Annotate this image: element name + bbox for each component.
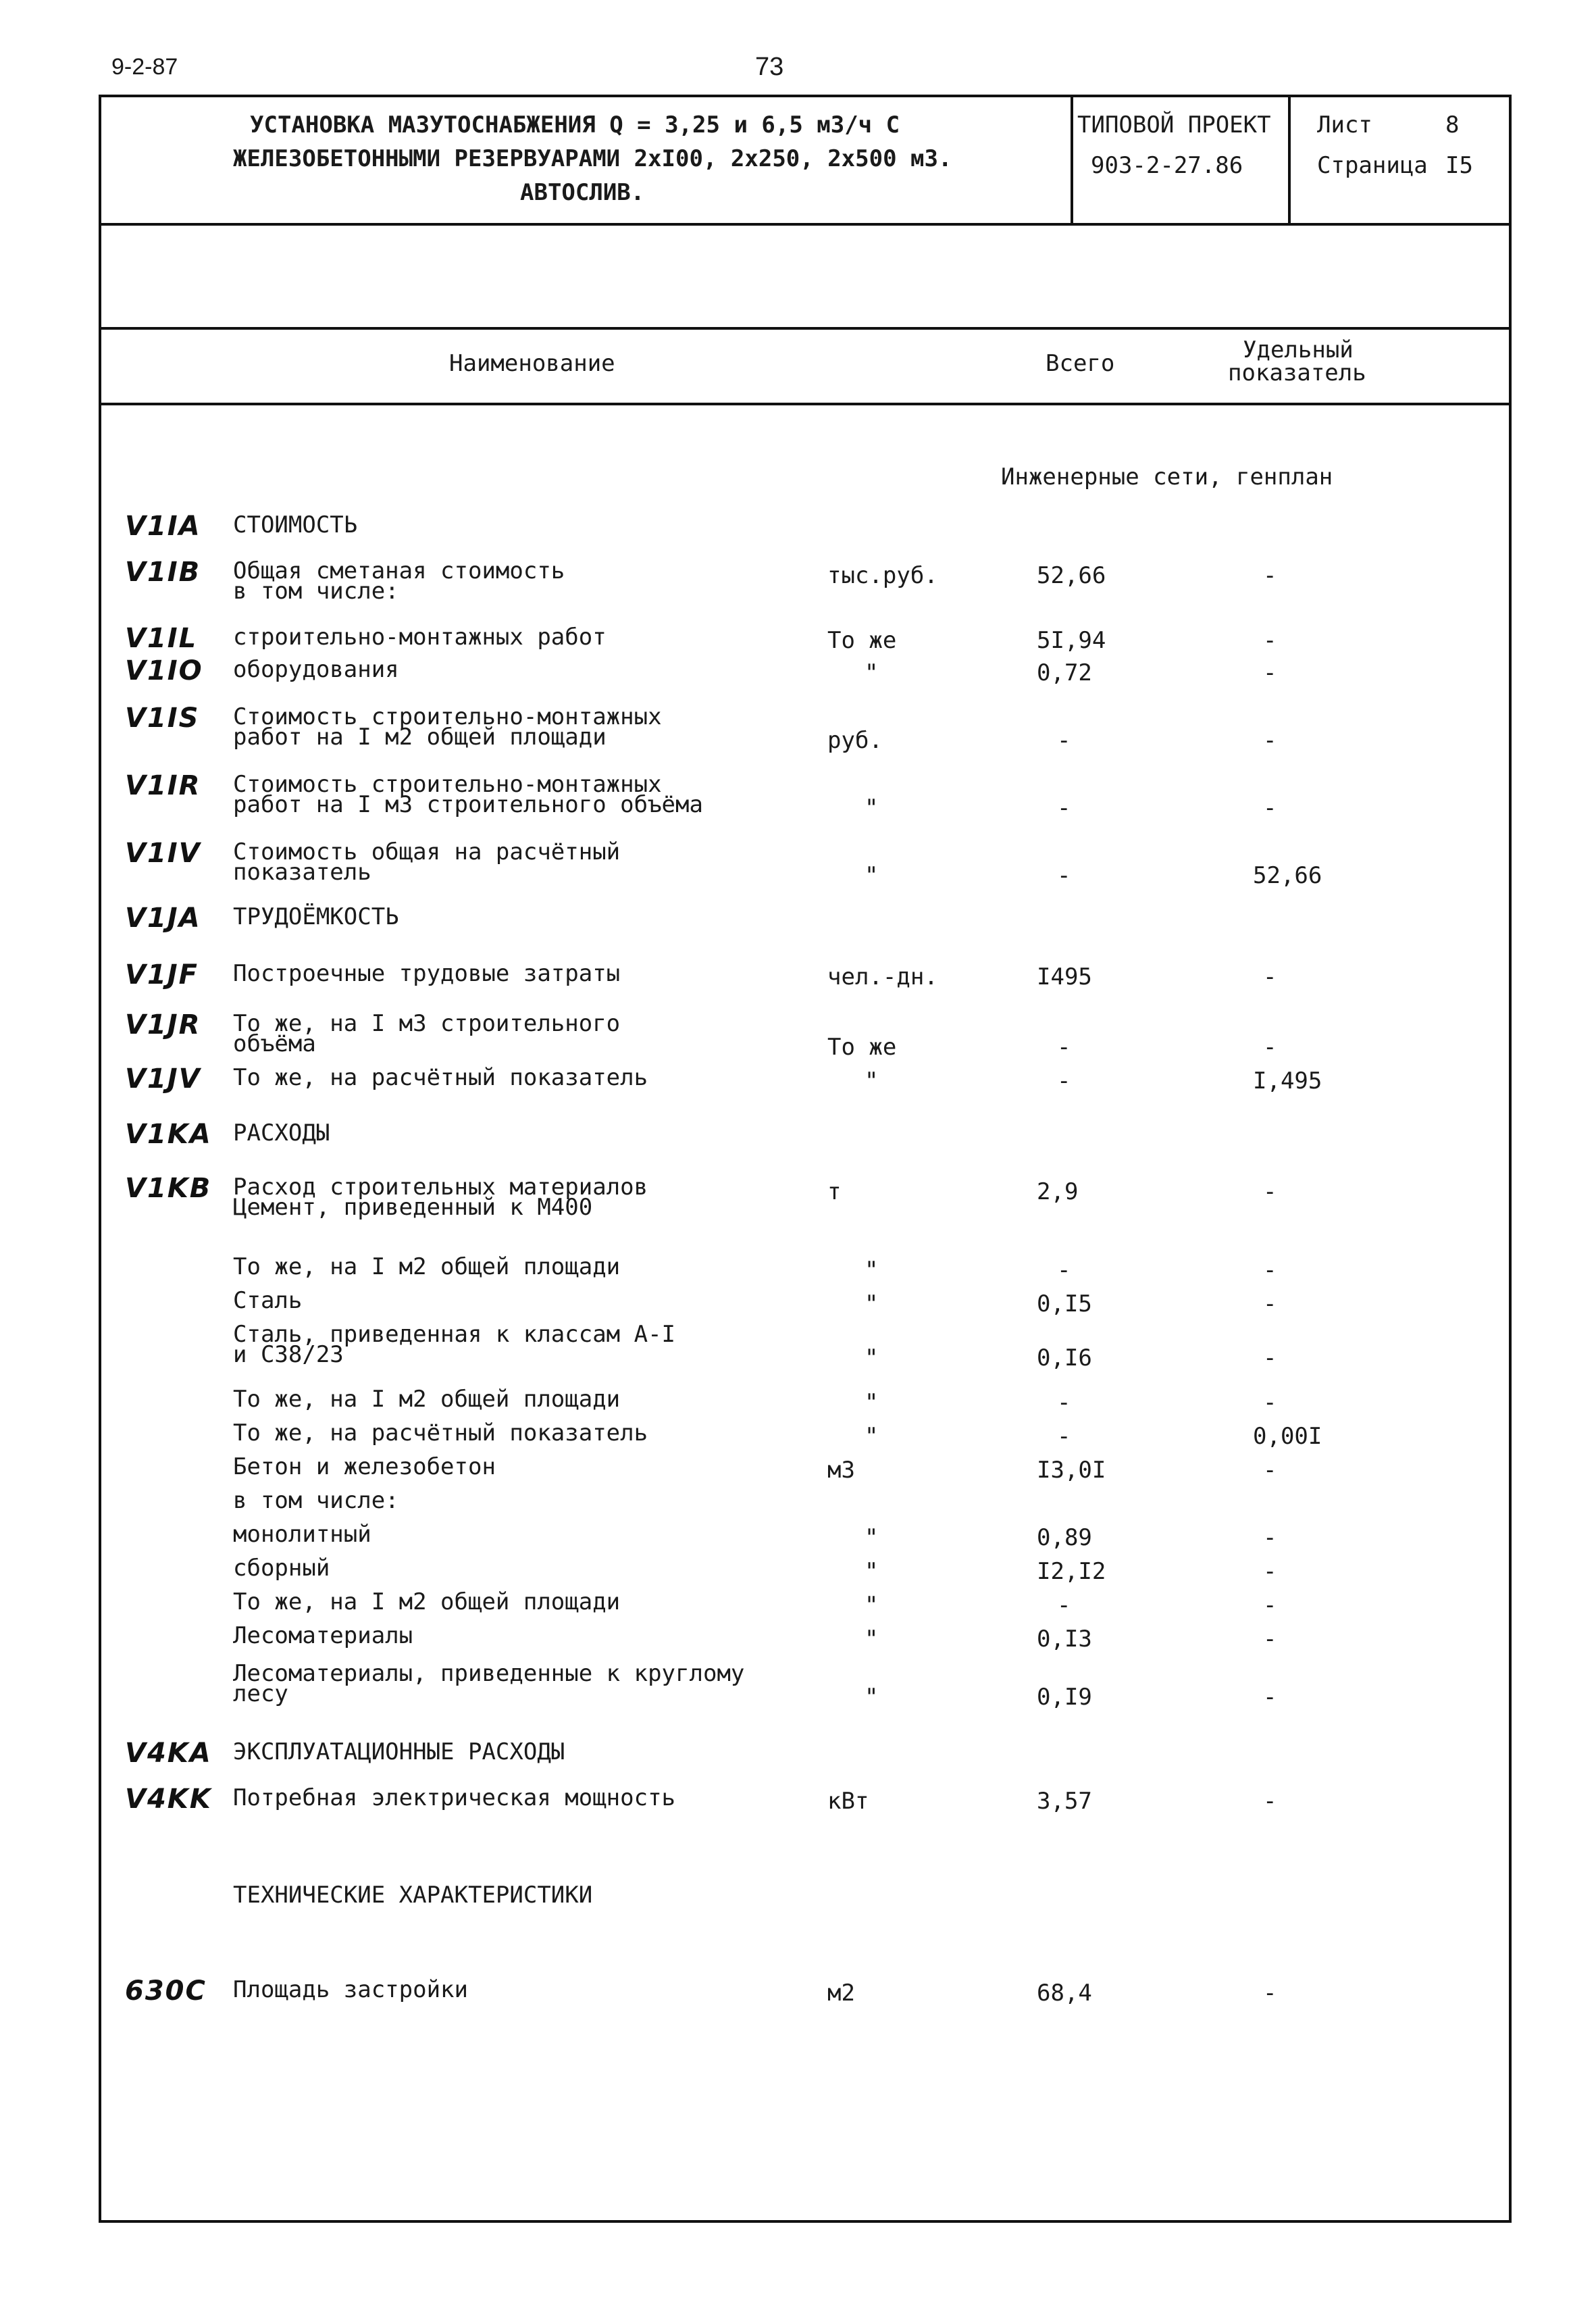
indicator-specific: - (1263, 562, 1277, 589)
indicator-name: строительно-монтажных работ (233, 624, 607, 651)
indicator-name: Сталь, приведенная к классам А-I (233, 1321, 676, 1348)
indicator-code: V4KK (125, 1784, 212, 1815)
indicator-name: Площадь застройки (233, 1976, 468, 2003)
page-number: 73 (755, 53, 784, 81)
indicator-unit: " (865, 1524, 879, 1551)
indicator-specific: - (1263, 1524, 1277, 1551)
frame-right (1509, 95, 1512, 2223)
indicator-name: Потребная электрическая мощность (233, 1784, 676, 1811)
indicator-name: лесу (233, 1680, 288, 1707)
indicator-specific: 0,00I (1253, 1423, 1322, 1450)
indicator-code: V4KA (125, 1738, 212, 1769)
indicator-total: 0,I3 (1037, 1626, 1092, 1653)
indicator-unit: " (865, 1684, 879, 1711)
indicator-total: 0,72 (1037, 659, 1092, 686)
indicator-unit: То же (827, 1034, 897, 1061)
frame-left (99, 95, 101, 2223)
indicator-unit: кВт (827, 1788, 869, 1815)
indicator-name: То же, на I м2 общей площади (233, 1588, 621, 1615)
page-value: I5 (1445, 152, 1473, 179)
indicator-code: V1JV (125, 1063, 201, 1095)
indicator-name: ЭКСПЛУАТАЦИОННЫЕ РАСХОДЫ (233, 1738, 565, 1765)
indicator-total: 0,I6 (1037, 1344, 1092, 1372)
indicator-code: V1KB (125, 1173, 212, 1204)
indicator-code: V1JF (125, 959, 199, 990)
corner-code: 9-2-87 (111, 54, 178, 80)
indicator-specific: - (1263, 1257, 1277, 1284)
indicator-specific: - (1263, 1592, 1277, 1619)
indicator-name: Цемент, приведенный к М400 (233, 1194, 593, 1221)
indicator-code: V1IS (125, 703, 200, 734)
indicator-code: V1IA (125, 511, 201, 542)
doc-title-line2: ЖЕЛЕЗОБЕТОННЫМИ РЕЗЕРВУАРАМИ 2хI00, 2х250, 2х500 м3. (233, 145, 952, 172)
indicator-total: 3,57 (1037, 1788, 1092, 1815)
indicator-name: Общая сметаная стоимость (233, 557, 565, 584)
indicator-name: ТРУДОЁМКОСТЬ (233, 903, 399, 930)
indicator-name: Лесоматериалы, приведенные к круглому (233, 1660, 745, 1687)
indicator-total: I495 (1037, 963, 1092, 990)
indicator-total: I3,0I (1037, 1457, 1106, 1484)
doc-title-line1: УСТАНОВКА МАЗУТОСНАБЖЕНИЯ Q = 3,25 и 6,5 м3/ч С (250, 111, 900, 139)
frame-bottom (99, 2220, 1512, 2223)
indicator-specific: - (1263, 727, 1277, 754)
indicator-name: ТЕХНИЧЕСКИЕ ХАРАКТЕРИСТИКИ (233, 1882, 593, 1909)
indicator-name: работ на I м2 общей площади (233, 724, 607, 751)
indicator-name: То же, на I м2 общей площади (233, 1386, 621, 1413)
indicator-total: - (1057, 1423, 1071, 1450)
indicator-unit: " (865, 1257, 879, 1284)
indicator-unit: " (865, 1290, 879, 1317)
indicator-unit: " (865, 1592, 879, 1619)
indicator-specific: - (1263, 1290, 1277, 1317)
indicator-specific: - (1263, 627, 1277, 654)
indicator-name: в том числе: (233, 1487, 399, 1514)
indicator-code: V1IB (125, 557, 201, 588)
doc-title-line3: АВТОСЛИВ. (520, 179, 645, 206)
indicator-unit: То же (827, 627, 897, 654)
indicator-name: работ на I м3 строительного объёма (233, 791, 703, 818)
indicator-specific: I,495 (1253, 1067, 1322, 1095)
indicator-unit: " (865, 1067, 879, 1095)
project-label: ТИПОВОЙ ПРОЕКТ (1077, 111, 1271, 139)
indicator-name: Стоимость строительно-монтажных (233, 771, 662, 798)
section-caption: Инженерные сети, генплан (1001, 463, 1333, 491)
indicator-code: V1JA (125, 903, 201, 934)
indicator-name: Расход строительных материалов (233, 1174, 648, 1201)
indicator-unit: " (865, 1344, 879, 1372)
indicator-specific: - (1263, 1344, 1277, 1372)
indicator-unit: " (865, 1626, 879, 1653)
project-code: 903-2-27.86 (1091, 152, 1243, 179)
indicator-unit: м2 (827, 1980, 855, 2007)
indicator-specific: 52,66 (1253, 862, 1322, 889)
indicator-name: Бетон и железобетон (233, 1453, 496, 1480)
indicator-name: То же, на I м3 строительного (233, 1010, 621, 1037)
indicator-specific: - (1263, 1626, 1277, 1653)
indicator-name: То же, на расчётный показатель (233, 1064, 648, 1091)
indicator-specific: - (1263, 659, 1277, 686)
column-header-total: Всего (1046, 350, 1115, 377)
indicator-name: объёма (233, 1030, 316, 1057)
indicator-total: - (1057, 1034, 1071, 1061)
indicator-total: - (1057, 1592, 1071, 1619)
indicator-unit: " (865, 659, 879, 686)
indicator-total: 2,9 (1037, 1178, 1079, 1205)
indicator-name: Стоимость общая на расчётный (233, 838, 621, 865)
indicator-total: - (1057, 862, 1071, 889)
indicator-code: V1JR (125, 1009, 201, 1040)
indicator-unit: " (865, 1423, 879, 1450)
indicator-code: 630C (125, 1976, 207, 2007)
indicator-unit: тыс.руб. (827, 562, 938, 589)
indicator-name: Лесоматериалы (233, 1622, 413, 1649)
indicator-name: показатель (233, 859, 371, 886)
indicator-specific: - (1263, 1684, 1277, 1711)
indicator-unit: " (865, 862, 879, 889)
indicator-specific: - (1263, 1034, 1277, 1061)
indicator-specific: - (1263, 1178, 1277, 1205)
indicator-name: Сталь (233, 1287, 303, 1314)
indicator-specific: - (1263, 1457, 1277, 1484)
indicator-name: СТОИМОСТЬ (233, 511, 358, 538)
indicator-unit: " (865, 1558, 879, 1585)
sheet-label: Лист (1317, 111, 1372, 139)
sheet-value: 8 (1445, 111, 1460, 139)
indicator-total: I2,I2 (1037, 1558, 1106, 1585)
indicator-name: оборудования (233, 656, 399, 683)
indicator-total: - (1057, 1257, 1071, 1284)
column-header-specific-2: показатель (1228, 359, 1366, 386)
indicator-total: 0,I5 (1037, 1290, 1092, 1317)
indicator-name: То же, на I м2 общей площади (233, 1253, 621, 1280)
page-label: Страница (1317, 152, 1428, 179)
indicator-total: - (1057, 795, 1071, 822)
indicator-name: в том числе: (233, 578, 399, 605)
indicator-name: РАСХОДЫ (233, 1120, 330, 1147)
indicator-name: сборный (233, 1555, 330, 1582)
indicator-total: 0,I9 (1037, 1684, 1092, 1711)
indicator-specific: - (1263, 795, 1277, 822)
indicator-specific: - (1263, 963, 1277, 990)
indicator-name: То же, на расчётный показатель (233, 1419, 648, 1447)
indicator-name: и С38/23 (233, 1341, 344, 1368)
indicator-specific: - (1263, 1558, 1277, 1585)
indicator-total: - (1057, 1067, 1071, 1095)
indicator-code: V1IO (125, 655, 203, 686)
indicator-code: V1IR (125, 770, 201, 801)
indicator-total: 0,89 (1037, 1524, 1092, 1551)
column-header-name: Наименование (449, 350, 615, 377)
indicator-total: 52,66 (1037, 562, 1106, 589)
indicator-specific: - (1263, 1389, 1277, 1416)
indicator-name: монолитный (233, 1521, 371, 1548)
indicator-total: 68,4 (1037, 1980, 1092, 2007)
indicator-total: - (1057, 1389, 1071, 1416)
indicator-unit: руб. (827, 727, 883, 754)
indicator-code: V1IL (125, 623, 198, 654)
indicator-specific: - (1263, 1788, 1277, 1815)
indicator-specific: - (1263, 1980, 1277, 2007)
indicator-unit: чел.-дн. (827, 963, 938, 990)
indicator-name: Стоимость строительно-монтажных (233, 703, 662, 730)
frame-top (99, 95, 1512, 97)
indicator-unit: " (865, 795, 879, 822)
indicator-code: V1IV (125, 838, 201, 869)
indicator-unit: т (827, 1178, 842, 1205)
indicator-unit: " (865, 1389, 879, 1416)
indicator-total: 5I,94 (1037, 627, 1106, 654)
indicator-unit: м3 (827, 1457, 855, 1484)
column-header-specific-1: Удельный (1243, 336, 1354, 363)
indicator-code: V1KA (125, 1119, 212, 1150)
indicator-name: Построечные трудовые затраты (233, 960, 621, 987)
indicator-total: - (1057, 727, 1071, 754)
